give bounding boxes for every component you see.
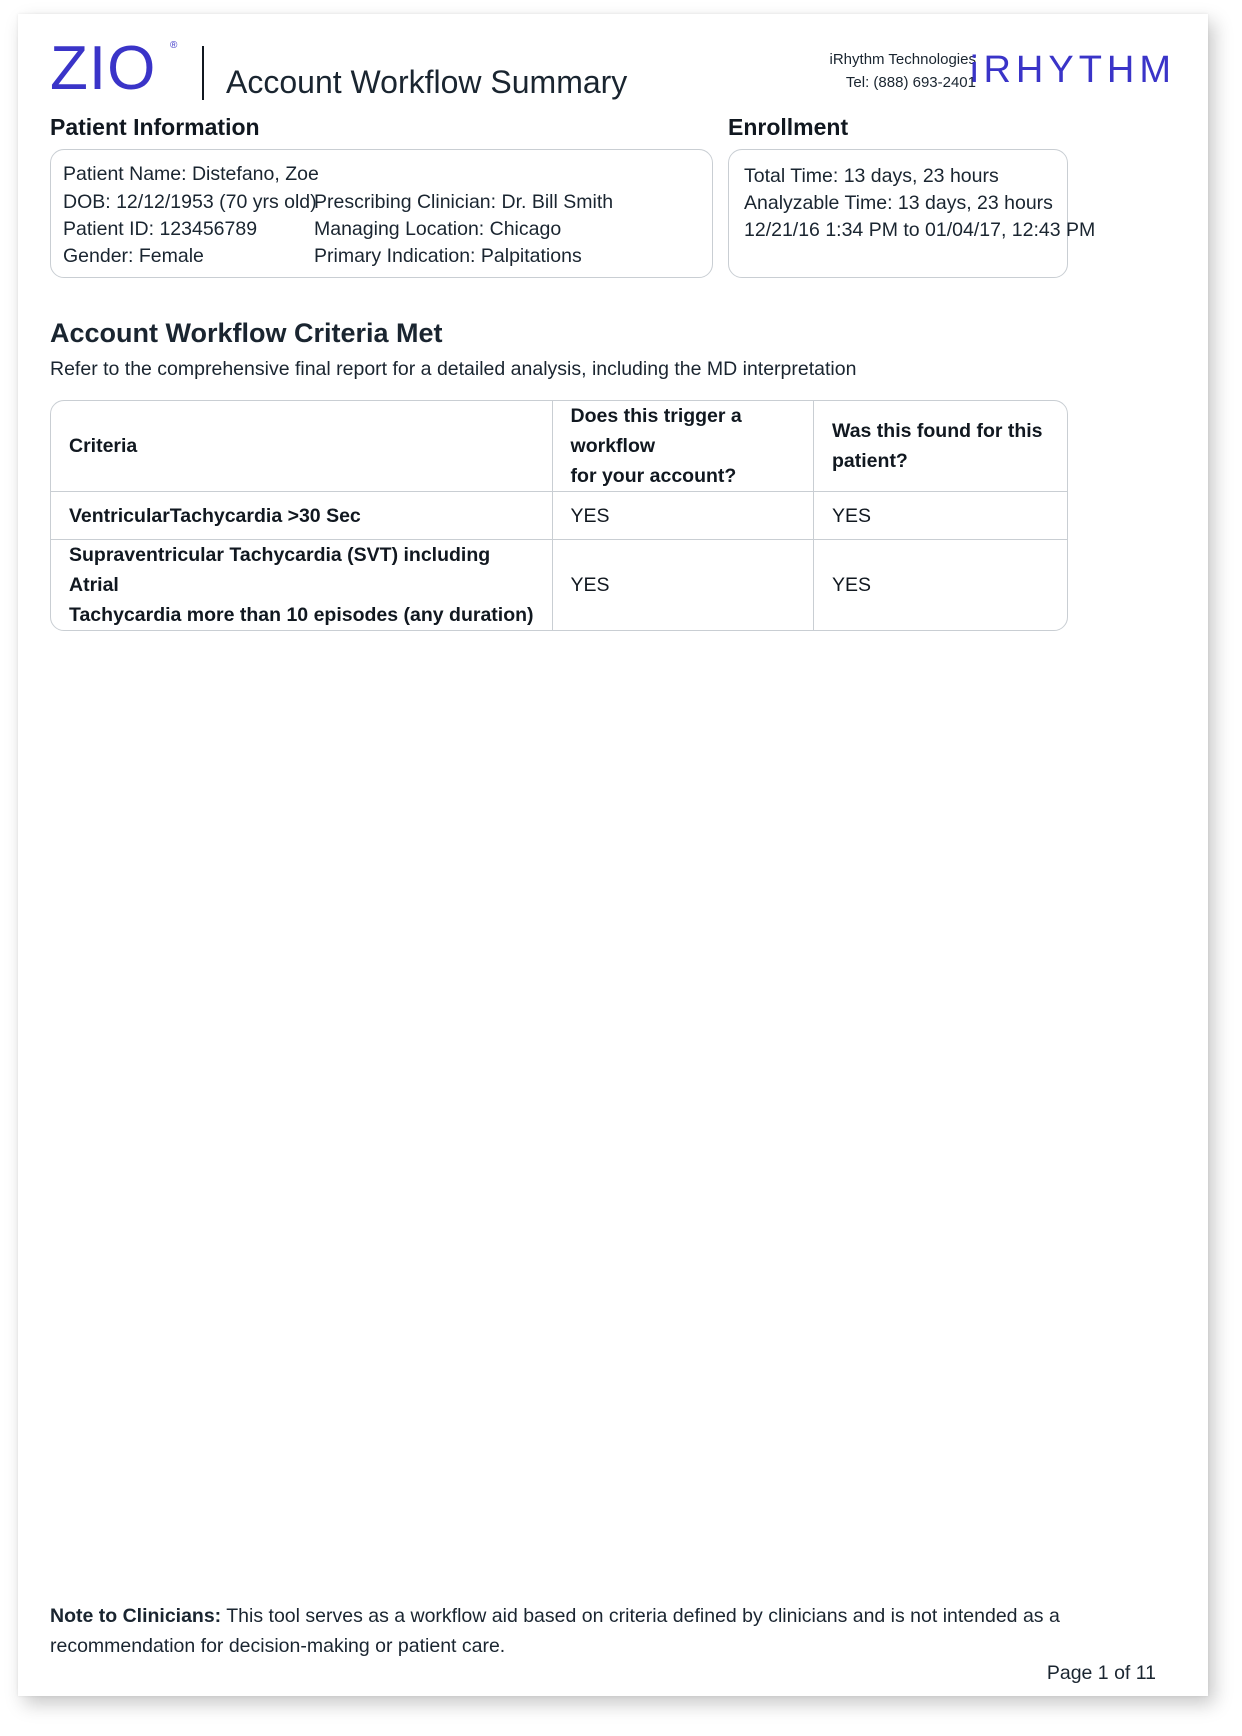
analyzable-time: Analyzable Time: 13 days, 23 hours <box>744 192 1053 214</box>
column-header-trigger-line2: for your account? <box>570 465 737 487</box>
prescribing-clinician: Prescribing Clinician: Dr. Bill Smith <box>314 191 614 213</box>
column-header-criteria: Criteria <box>69 435 138 457</box>
total-time: Total Time: 13 days, 23 hours <box>744 165 999 187</box>
registered-mark: ® <box>170 40 178 51</box>
report-page <box>18 14 1208 1696</box>
criteria-text-line1: VentricularTachycardia >30 Sec <box>69 504 361 527</box>
header-divider <box>202 46 204 100</box>
clinician-note <box>50 1601 1110 1661</box>
trigger-cell: YES <box>552 492 813 540</box>
criteria-text-line2: Tachycardia more than 10 episodes (any duration) <box>69 604 534 626</box>
patient-info-heading: Patient Information <box>50 114 260 140</box>
column-header-found <box>814 401 1067 492</box>
table-row <box>51 540 1067 631</box>
page-content <box>50 14 1176 1696</box>
trigger-cell: YES <box>552 540 813 631</box>
zio-logo: ZIO <box>50 34 157 103</box>
report-header <box>50 28 1176 108</box>
column-header-trigger-line1: Does this trigger a workflow <box>570 405 742 457</box>
page-title: Account Workflow Summary <box>226 64 628 100</box>
column-header-found-line1: Was this found for this <box>832 420 1043 442</box>
enrollment-heading: Enrollment <box>728 114 849 140</box>
patient-dob: DOB: 12/12/1953 (70 yrs old) <box>63 191 317 213</box>
managing-location: Managing Location: Chicago <box>314 218 562 240</box>
company-phone: Tel: (888) 693-2401 <box>845 74 976 91</box>
note-text-line1: This tool serves as a workflow aid based on criteria defined by clinicians and is not intended as a <box>226 1605 1060 1627</box>
irhythm-logo: iRHYTHM <box>970 49 1176 91</box>
page-number: Page 1 of 11 <box>1046 1662 1156 1684</box>
note-text-line2: recommendation for decision-making or patient care. <box>50 1635 506 1657</box>
criteria-section-title: Account Workflow Criteria Met <box>50 318 443 348</box>
patient-id: Patient ID: 123456789 <box>63 218 258 240</box>
column-header-trigger <box>552 401 813 492</box>
table-header-row <box>51 401 1067 492</box>
table-row <box>51 492 1067 540</box>
patient-name: Patient Name: Distefano, Zoe <box>63 163 319 185</box>
patient-info-box <box>50 149 713 278</box>
column-header-found-line2: patient? <box>832 450 908 472</box>
enrollment-range: 12/21/16 1:34 PM to 01/04/17, 12:43 PM <box>744 219 1096 241</box>
criteria-text-line1: Supraventricular Tachycardia (SVT) including Atrial <box>69 544 491 596</box>
company-contact <box>830 48 976 94</box>
criteria-cell <box>51 492 552 540</box>
criteria-cell <box>51 540 552 631</box>
primary-indication: Primary Indication: Palpitations <box>314 245 582 267</box>
criteria-section-subtitle: Refer to the comprehensive final report for a detailed analysis, including the MD interpretation <box>50 358 857 380</box>
found-cell: YES <box>814 492 1067 540</box>
criteria-table <box>50 400 1068 631</box>
patient-gender: Gender: Female <box>63 245 204 267</box>
note-label: Note to Clinicians: <box>50 1605 222 1627</box>
found-cell: YES <box>814 540 1067 631</box>
enrollment-box <box>728 149 1096 278</box>
company-name: iRhythm Technologies <box>829 51 976 68</box>
